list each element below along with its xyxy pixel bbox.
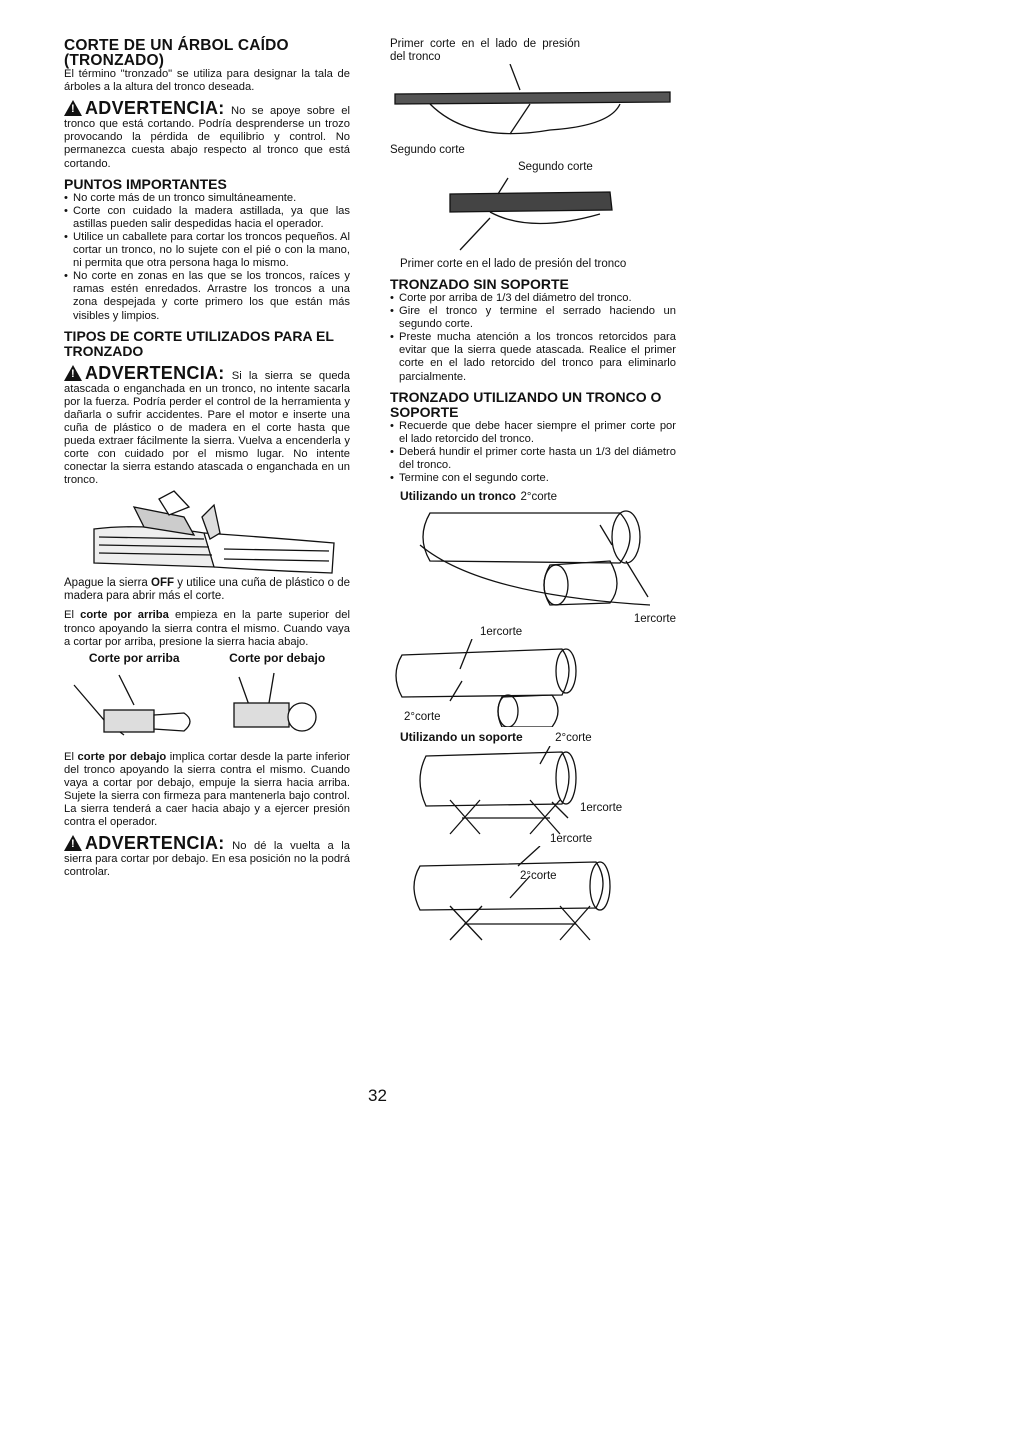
fig1-bottom-label: Segundo corte [390, 144, 465, 156]
text: El [64, 750, 78, 763]
page-number: 32 [368, 1086, 387, 1105]
caption-text: y utilice una cuña de plástico o de madera para abrir más el corte. [64, 577, 350, 603]
list-item: • No corte en zonas en las que se los troncos, raíces y ramas estén enredados. Arrastre los troncos a una zona despejada y corte primero los que están más visibles y limpios. [64, 270, 350, 322]
sin-soporte-list [390, 292, 676, 384]
text: implica cortar desde la parte inferior del tronco apoyando la sierra contra el mismo. Cuando vaya a cortar por debajo, empuje la sierra hacia arriba. Sujete la sierra con firmeza para mantenerla bajo control. La sierra tenderá a caer hacia abajo y a ejercer presión contra el operador. [64, 750, 351, 829]
right-column [390, 38, 676, 883]
list-item: • Utilice un caballete para cortar los troncos pequeños. Al cortar un tronco, no lo sujete con el pié o con la mano, ni permita que otra persona haga lo mismo. [64, 231, 350, 270]
warning-2 [64, 362, 350, 488]
primer-corte-label-4: 1ercorte [550, 833, 593, 846]
list-item: • Gire el tronco y termine el serrado haciendo un segundo corte. [390, 305, 676, 331]
primer-corte-label: 1ercorte [633, 613, 676, 626]
tronco-label-row [400, 487, 676, 505]
warning-text: No dé la vuelta a la sierra para cortar por debajo. En esa posición no la podrá controlar. [64, 840, 351, 879]
primer-corte-label-2: 1ercorte [480, 626, 523, 639]
soporte-label-row [400, 728, 676, 746]
list-item: • Termine con el segundo corte. [390, 472, 676, 485]
sin-soporte-heading: TRONZADO SIN SOPORTE [390, 276, 569, 292]
warning-title: ADVERTENCIA: [85, 833, 225, 854]
warning-1 [64, 100, 350, 170]
primer-corte-label-3: 1ercorte [580, 802, 623, 815]
sawhorse-fig1 [390, 746, 676, 836]
tipos-heading: TIPOS DE CORTE UTILIZADOS PARA EL TRONZADO [64, 327, 334, 359]
label-arriba: Corte por arriba [88, 650, 180, 665]
warning-text: Si la sierra se queda atascada o enganchada en un tronco, no intente sacarla por la fuerza. Podría perder el control de la herramienta y dañarla o sufrir accidentes. Pare el motor e inserte una cuña de plástico o de madera en el corte hasta que pueda extraer fácilmente la sierra. Vuelva a encenderla y corte con cuidado por el mismo lugar. No intente conectar la sierra estando atascada o enganchada en un tronco. [64, 369, 350, 487]
warning-title: ADVERTENCIA: [85, 98, 225, 119]
warning-icon [64, 365, 82, 381]
sawhorse-fig2 [390, 846, 676, 942]
fig1-top-label: Primer corte en el lado de presión del tronco [390, 38, 580, 63]
list-item: • Recuerde que debe hacer siempre el primer corte por el lado retorcido del tronco. [390, 420, 676, 446]
puntos-list [64, 192, 350, 323]
list-item: • Corte por arriba de 1/3 del diámetro del tronco. [390, 292, 676, 305]
fig2-bottom-label: Primer corte en el lado de presión del tronco [400, 258, 627, 270]
list-item: • Corte con cuidado la madera astillada, ya que las astillas pueden salir despedidas hacia el operador. [64, 205, 350, 231]
text: El [64, 609, 81, 622]
list-item: • No corte más de un tronco simultáneamente. [64, 192, 350, 205]
debajo-paragraph [64, 751, 350, 830]
wedge-caption [64, 577, 350, 603]
list-item: • Preste mucha atención a los troncos retorcidos para evitar que la sierra quede atascada. Realice el primer corte en el lado retorcido del tronco para eliminarlo parcialmente. [390, 331, 676, 383]
arriba-paragraph [64, 609, 350, 648]
cut-illustrations [64, 665, 350, 747]
puntos-heading: PUNTOS IMPORTANTES [64, 175, 227, 192]
warning-text: No se apoye sobre el tronco que está cortando. Podría desprenderse un trozo provocando la pérdida de equilibrio y control. No permanezca cuesta abajo respecto al tronco que está cortando. [64, 105, 350, 170]
wedge-illustration [64, 487, 350, 577]
con-soporte-heading: TRONZADO UTILIZANDO UN TRONCO O SOPORTE [390, 388, 662, 420]
section-title-sub: (TRONZADO) [64, 52, 165, 69]
bold-text: corte por debajo [77, 750, 167, 763]
usando-tronco-label: Utilizando un tronco [400, 489, 516, 504]
usando-soporte-label: Utilizando un soporte [400, 730, 523, 745]
caption-bold: OFF [151, 577, 175, 590]
segundo-corte-label-3: 2°corte [555, 732, 592, 745]
cut-labels [64, 651, 350, 665]
warning-icon [64, 100, 82, 116]
segundo-corte-label-4: 2°corte [520, 870, 557, 883]
log-on-log-fig [390, 505, 676, 613]
log-no-support-fig1 [390, 64, 676, 144]
warning-icon [64, 835, 82, 851]
section-title: CORTE DE UN ÁRBOL CAÍDO [64, 37, 289, 54]
segundo-corte-label: 2°corte [520, 491, 558, 504]
label-debajo: Corte por debajo [229, 650, 326, 665]
warning-title: ADVERTENCIA: [85, 362, 225, 383]
list-item: • Deberá hundir el primer corte hasta un 1/3 del diámetro del tronco. [390, 446, 676, 472]
caption-text: Apague la sierra [64, 577, 152, 590]
warning-3 [64, 835, 350, 879]
log-no-support-fig2 [390, 174, 676, 258]
fig2-top-label: Segundo corte [518, 161, 593, 173]
con-soporte-list [390, 420, 676, 485]
text: empieza en la parte superior del tronco apoyando la sierra contra el mismo. Cuando vaya a cortar por arriba, presione la sierra hacia abajo. [64, 609, 350, 648]
bold-text: corte por arriba [80, 609, 169, 622]
segundo-corte-label-2: 2°corte [404, 711, 441, 724]
intro-text: El término "tronzado" se utiliza para designar la tala de árboles a la altura del tronco deseada. [64, 68, 350, 94]
left-column [64, 38, 350, 880]
